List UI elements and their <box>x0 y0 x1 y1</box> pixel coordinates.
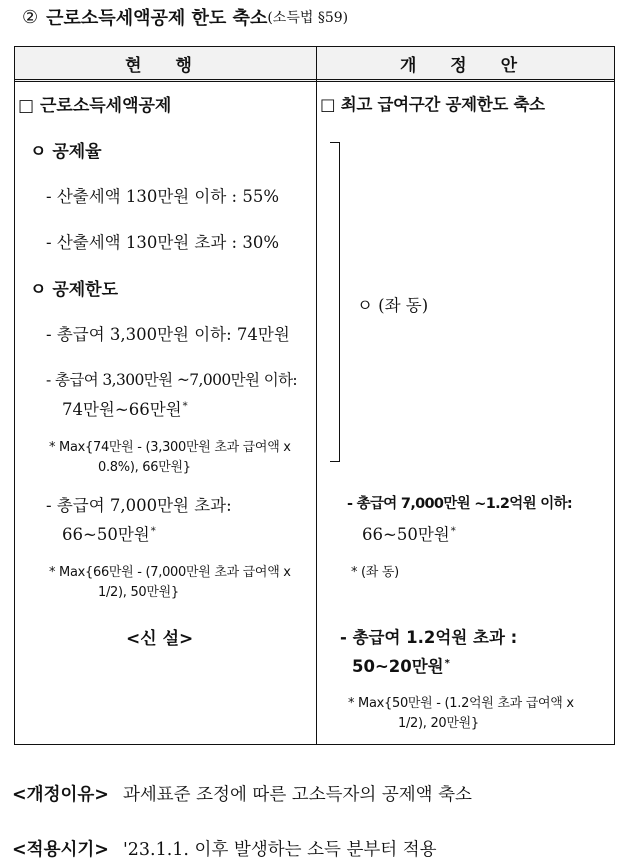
footnote-mark: * <box>182 400 188 412</box>
revised-item-1-line2: 66~50만원* <box>362 525 456 544</box>
limit-item-2-line1: - 총급여 3,300만원 ~7,000만원 이하: <box>46 371 298 389</box>
limit-item-3-note-line1: * Max{66만원 - (7,000만원 초과 급여액 x <box>49 565 291 580</box>
revised-item-2-line2: 50~20만원* <box>352 657 450 676</box>
header-current: 현 행 <box>125 55 206 76</box>
limit-title: ㅇ 공제한도 <box>30 280 119 300</box>
reason-text: 과세표준 조정에 따른 고소득자의 공제액 축소 <box>122 784 472 805</box>
rate-item-1: - 산출세액 130만원 이하 : 55% <box>46 187 280 206</box>
header-revised: 개 정 안 <box>399 55 532 76</box>
effective-text: '23.1.1. 이후 발생하는 소득 분부터 적용 <box>122 839 437 860</box>
revised-same-as-left: ㅇ (좌 동) <box>357 296 429 315</box>
law-reference: (소득법 §59) <box>267 10 349 26</box>
reason-row <box>12 778 472 808</box>
footnote-mark: * <box>450 525 456 537</box>
reason-label: <개정이유> <box>12 784 109 805</box>
rate-title: ㅇ 공제율 <box>30 142 102 162</box>
revised-item-1-note: * (좌 동) <box>351 565 399 580</box>
section-number: ② <box>22 6 39 28</box>
footnote-mark: * <box>150 525 156 537</box>
effective-label: <적용시기> <box>12 839 109 860</box>
section-heading <box>22 2 348 32</box>
limit-item-1: - 총급여 3,300만원 이하: 74만원 <box>46 325 290 344</box>
effective-row <box>12 833 437 863</box>
new-mark: <신 설> <box>126 629 194 649</box>
revised-item-2-note-line2: 1/2), 20만원} <box>398 716 479 731</box>
footnote-mark: * <box>444 657 450 669</box>
limit-item-2-note-line2: 0.8%), 66만원} <box>98 460 191 475</box>
revised-item-1-line1: - 총급여 7,000만원 ~1.2억원 이하: <box>347 496 572 512</box>
column-divider <box>316 47 317 744</box>
limit-item-2-note-line1: * Max{74만원 - (3,300만원 초과 급여액 x <box>49 440 291 455</box>
limit-item-3-note-line2: 1/2), 50만원} <box>98 585 179 600</box>
limit-item-3-line1: - 총급여 7,000만원 초과: <box>46 496 232 515</box>
limit-item-2-line2: 74만원~66만원* <box>62 400 188 419</box>
table-header-row <box>15 47 614 82</box>
revised-item-2-note-line1: * Max{50만원 - (1.2억원 초과 급여액 x <box>348 696 574 711</box>
current-section-title: □ 근로소득세액공제 <box>18 96 172 116</box>
revised-item-2-line1: - 총급여 1.2억원 초과 : <box>340 628 518 647</box>
rate-item-2: - 산출세액 130만원 초과 : 30% <box>46 233 280 252</box>
limit-item-3-line2: 66~50만원* <box>62 525 156 544</box>
same-as-left-bracket <box>330 142 340 462</box>
revised-section-title: □ 최고 급여구간 공제한도 축소 <box>320 95 545 114</box>
section-title: 근로소득세액공제 한도 축소 <box>46 8 268 29</box>
